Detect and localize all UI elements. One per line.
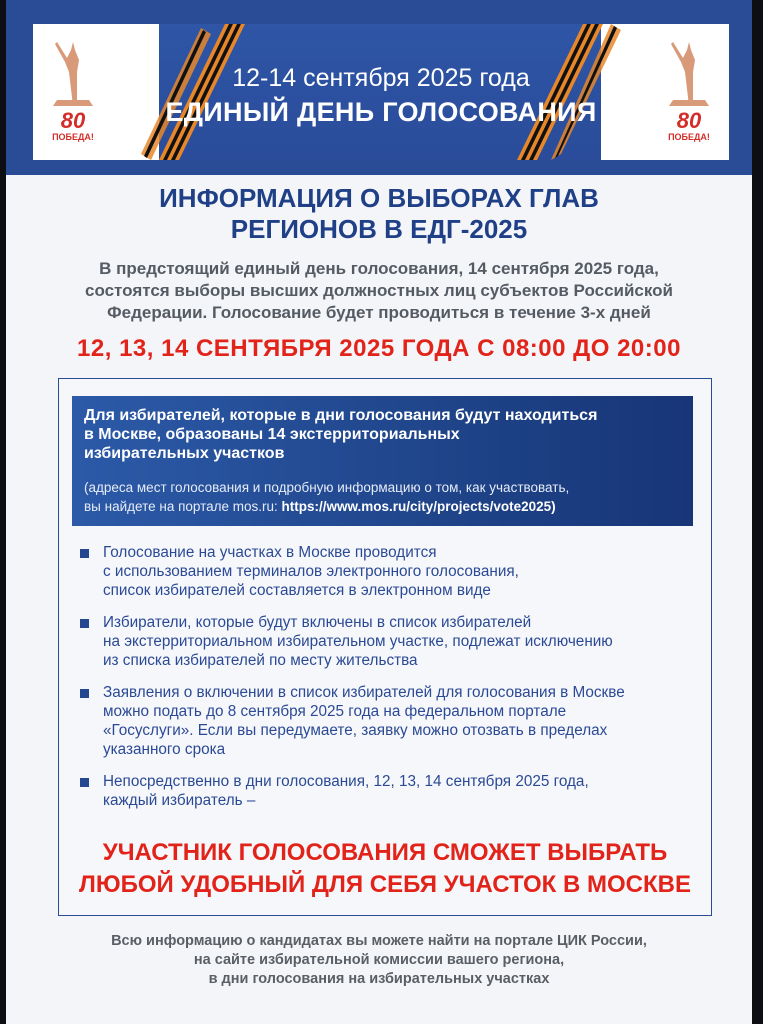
list-item xyxy=(77,543,697,600)
list-item xyxy=(77,683,697,759)
bullet-square-icon xyxy=(80,778,89,787)
logo-number: 80 xyxy=(676,108,702,133)
list-item-line: указанного срока xyxy=(103,741,226,758)
list-item-line: каждый избиратель – xyxy=(103,792,256,809)
info-sub-line xyxy=(84,497,684,516)
list-item-line: на экстерриториальном избирательном участке, подлежат исключению xyxy=(103,633,613,650)
info-main-line: избирательных участков xyxy=(84,445,285,462)
page-title-line: ИНФОРМАЦИЯ О ВЫБОРАХ ГЛАВ xyxy=(159,183,599,213)
intro-line: В предстоящий единый день голосования, 14 сентября 2025 года, xyxy=(99,259,659,278)
list-item-line: Избиратели, которые будут включены в список избирателей xyxy=(103,614,532,631)
banner-dates: 12-14 сентября 2025 года xyxy=(232,64,530,92)
bullet-square-icon xyxy=(80,549,89,558)
list-item xyxy=(77,613,697,670)
intro-line: состоятся выборы высших должностных лиц субъектов Российской xyxy=(84,281,673,300)
footer-line: на сайте избирательной комиссии вашего региона, xyxy=(193,952,565,968)
footer-line: в дни голосования на избирательных участках xyxy=(208,971,550,987)
voting-dates: 12, 13, 14 СЕНТЯБРЯ 2025 ГОДА С 08:00 ДО 20:00 xyxy=(77,335,681,362)
info-main-line: в Москве, образованы 14 экстерриториальных xyxy=(84,426,460,443)
banner-title: ЕДИНЫЙ ДЕНЬ ГОЛОСОВАНИЯ xyxy=(165,97,597,127)
list-item-line: «Госуслуги». Если вы передумаете, заявку можно отозвать в пределах xyxy=(103,722,608,739)
info-panel-main xyxy=(84,406,674,463)
logo-text: ПОБЕДА! xyxy=(52,132,94,142)
bullet-square-icon xyxy=(80,619,89,628)
poster xyxy=(6,0,752,1024)
header xyxy=(6,0,752,175)
list-item-line: Голосование на участках в Москве проводится xyxy=(103,544,437,561)
banner xyxy=(33,24,729,160)
logo-text: ПОБЕДА! xyxy=(668,132,710,142)
bullet-square-icon xyxy=(80,689,89,698)
info-main-line: Для избирателей, которые в дни голосования будут находиться xyxy=(84,407,598,424)
page-title-line: РЕГИОНОВ В ЕДГ-2025 xyxy=(230,214,528,244)
callout xyxy=(59,837,711,901)
intro-line: Федерации. Голосование будет проводиться в течение 3-х дней xyxy=(107,303,651,322)
list-item-line: из списка избирателей по месту жительства xyxy=(103,652,418,669)
callout-line: УЧАСТНИК ГОЛОСОВАНИЯ СМОЖЕТ ВЫБРАТЬ xyxy=(102,839,668,866)
footer-note xyxy=(46,932,712,989)
mos-ru-link[interactable]: https://www.mos.ru/city/projects/vote2025) xyxy=(281,499,556,514)
list-item-line: Заявления о включении в список избирателей для голосования в Москве xyxy=(103,684,625,701)
list-item-line: Непосредственно в дни голосования, 12, 13, 14 сентября 2025 года, xyxy=(103,773,589,790)
info-sub-prefix: вы найдете на портале mos.ru: xyxy=(84,499,282,514)
list-item-line: с использованием терминалов электронного голосования, xyxy=(103,563,519,580)
intro-text xyxy=(46,258,712,324)
info-panel-sub xyxy=(84,478,684,516)
logo-number: 80 xyxy=(60,108,86,133)
list-item-line: список избирателей составляется в электронном виде xyxy=(103,582,491,599)
list-item xyxy=(77,772,697,810)
info-box xyxy=(58,378,712,916)
page-title xyxy=(6,183,752,245)
info-panel xyxy=(72,396,693,526)
footer-line: Всю информацию о кандидатах вы можете найти на портале ЦИК России, xyxy=(111,933,647,949)
info-sub-line: (адреса мест голосования и подробную информацию о том, как участвовать, xyxy=(84,480,570,495)
list-item-line: можно подать до 8 сентября 2025 года на федеральном портале xyxy=(103,703,567,720)
bullet-list xyxy=(77,543,697,823)
callout-line: ЛЮБОЙ УДОБНЫЙ ДЛЯ СЕБЯ УЧАСТОК В МОСКВЕ xyxy=(79,871,691,898)
